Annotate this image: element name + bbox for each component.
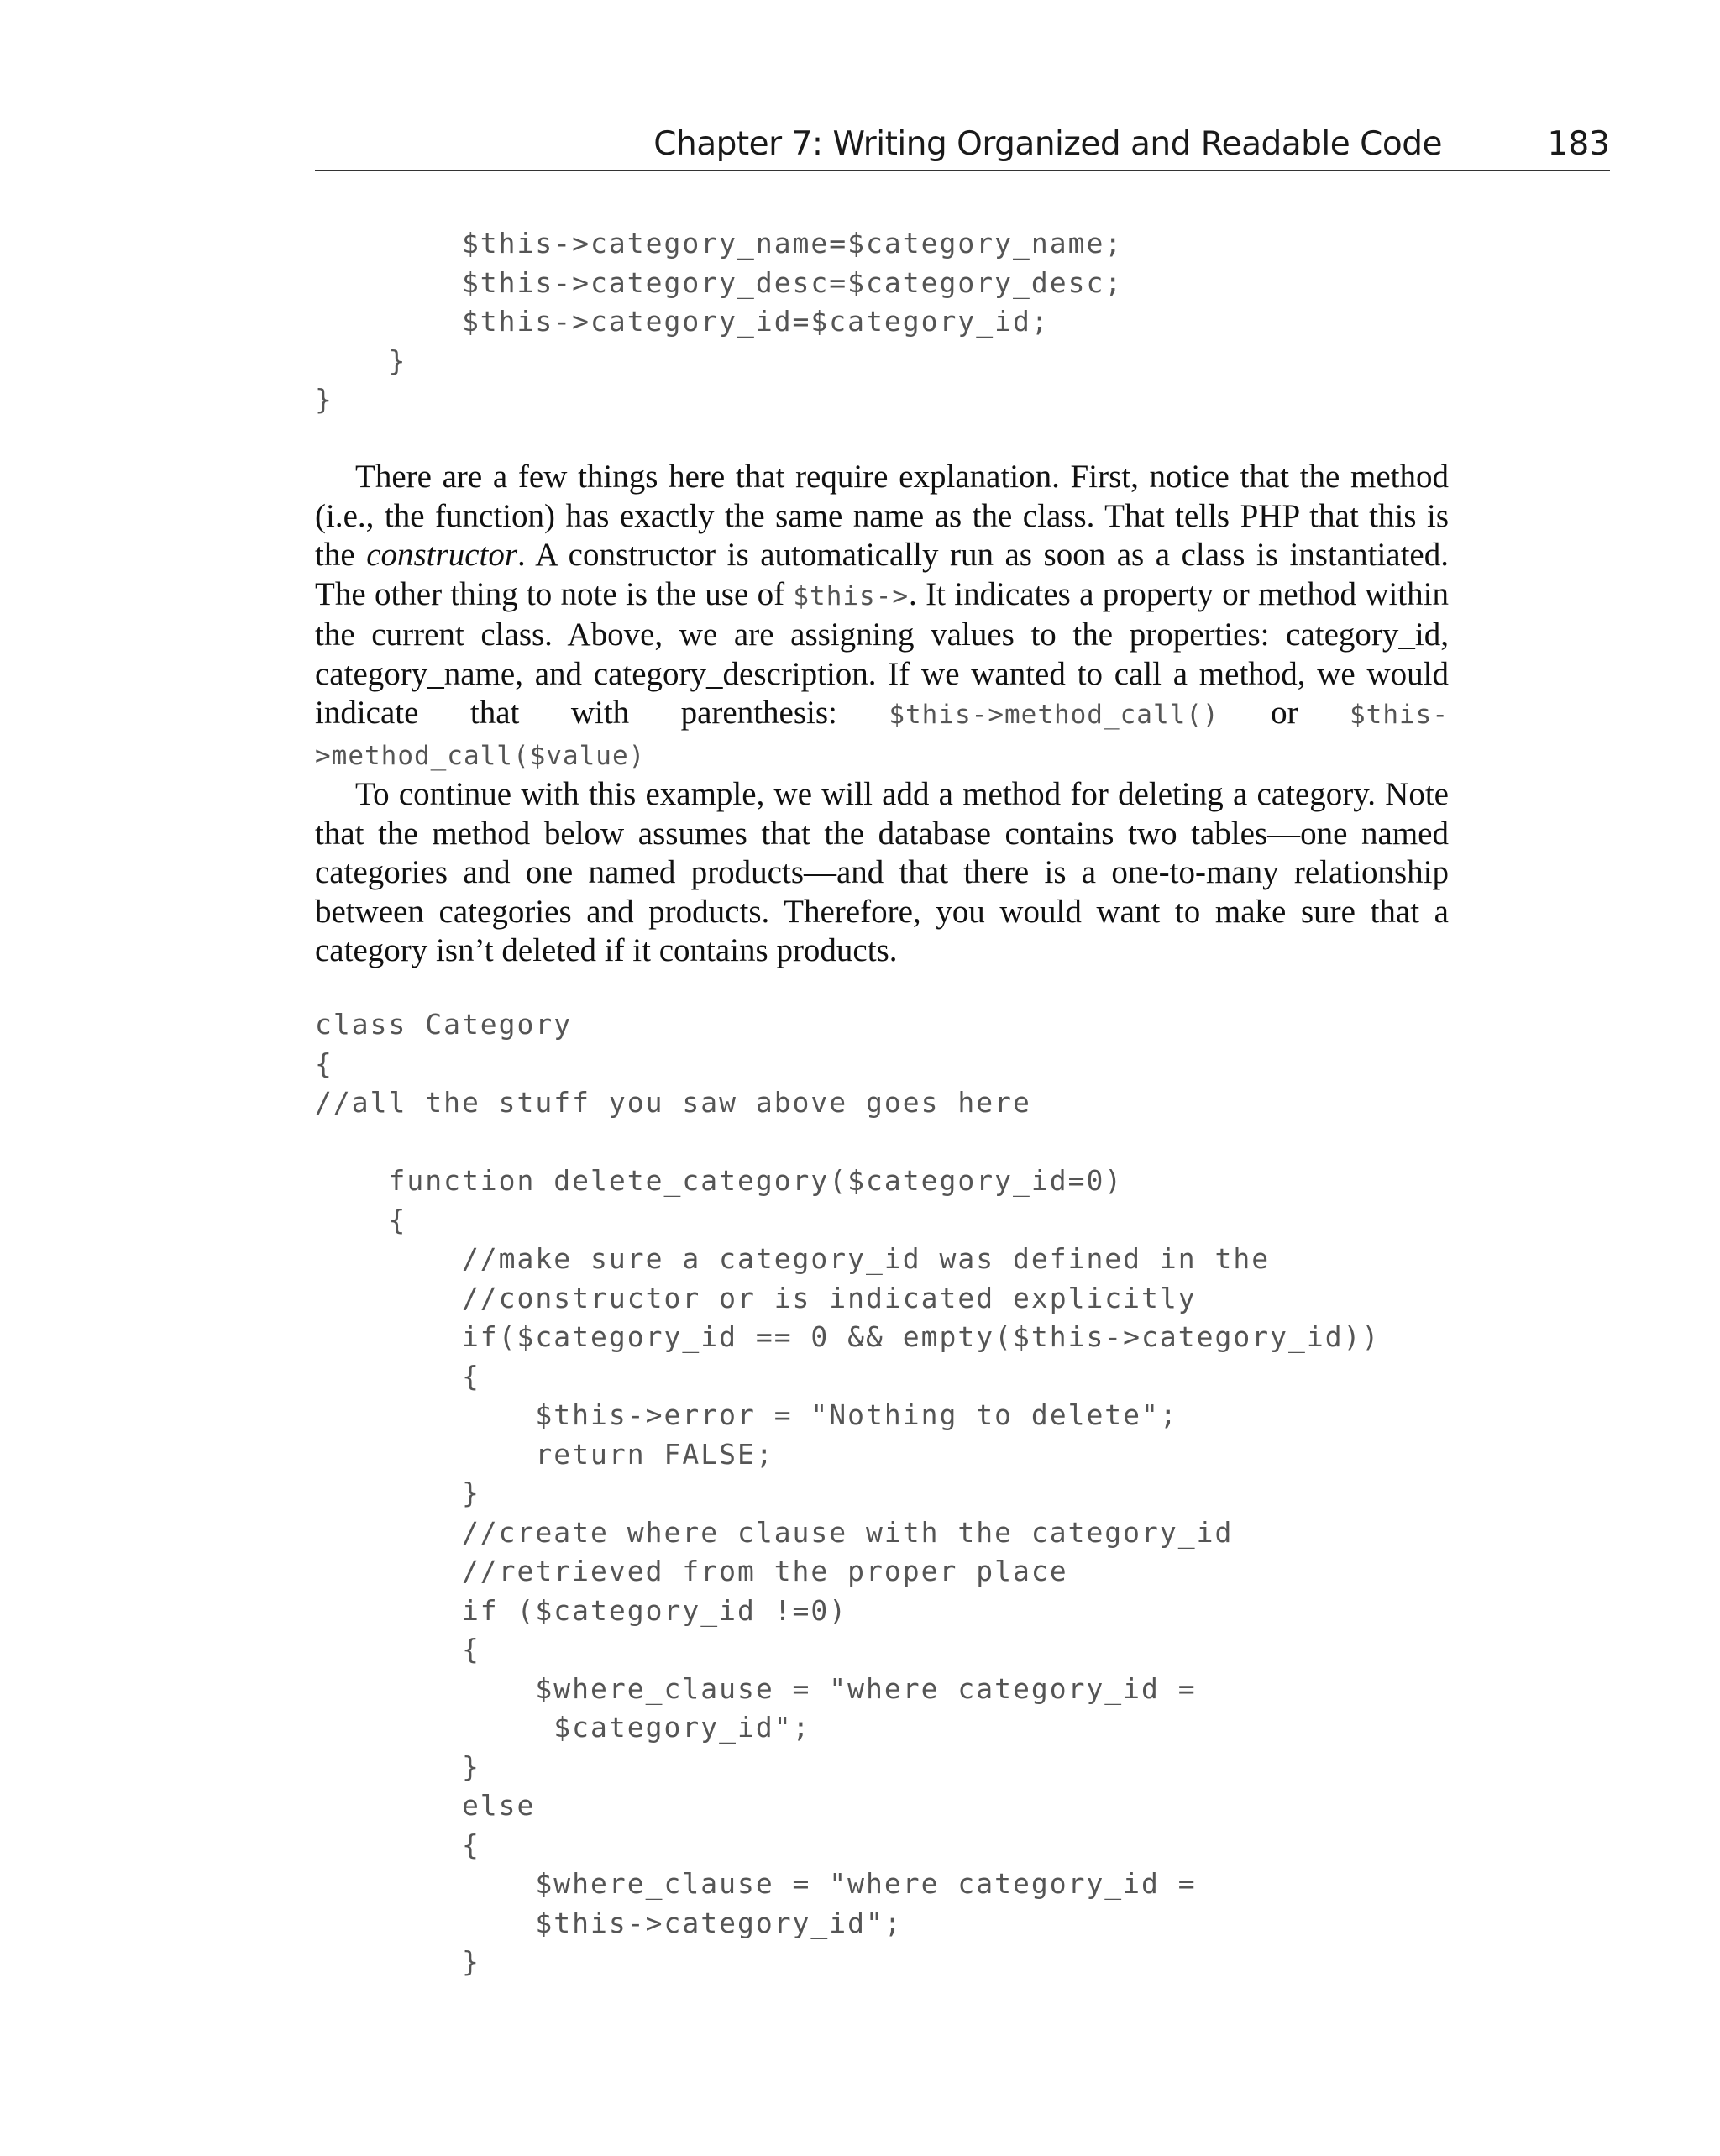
code-line: $this->error = "Nothing to delete"; <box>315 1398 1178 1431</box>
inline-code: $this->method_call($value) <box>315 700 1449 771</box>
code-line: return FALSE; <box>315 1437 774 1471</box>
code-line: //retrieved from the proper place <box>315 1555 1068 1587</box>
code-line: $this->category_desc=$category_desc; <box>315 265 1124 299</box>
code-line: $this->category_name=$category_name; <box>315 227 1124 260</box>
code-line: { <box>315 1828 480 1861</box>
text-run: . A constructor is automatically run as soon as a class is instantiated. The other thing to note is the use of <box>315 537 1449 612</box>
running-header <box>315 116 1610 171</box>
code-block-constructor-end <box>315 224 1123 420</box>
paragraph-delete-method-intro: To continue with this example, we will add a method for deleting a category. Note that the method below assumes that the database contains two tables—one named categories and one named products—and that there is a one-to-many relationship between categories and products. Therefore, you would want to make sure that a category isn’t deleted if it contains products. <box>315 776 1449 968</box>
code-line: } <box>315 1945 480 1978</box>
code-line: } <box>315 1749 480 1783</box>
text-run: . It indicates a property or method within the current class. Above, we are assigning values to the properties: category_id, category_name, and category_description. If we wanted to call a method, we would indicate that with parenthesis: <box>315 575 1449 731</box>
inline-code: $this-> <box>793 580 910 611</box>
code-line: function delete_category($category_id=0) <box>315 1164 1124 1197</box>
code-line: if($category_id == 0 && empty($this->category_id)) <box>315 1320 1381 1353</box>
inline-code: $this->method_call() <box>889 700 1219 730</box>
code-line: //all the stuff you saw above goes here <box>315 1086 1031 1119</box>
body-text <box>315 458 1449 971</box>
code-line: $this->category_id"; <box>315 1906 903 1939</box>
code-line: $where_clause = "where category_id = <box>315 1867 1197 1900</box>
code-line: } <box>315 1477 480 1509</box>
chapter-title: Chapter 7: Writing Organized and Readable Code <box>653 125 1442 163</box>
code-line: else <box>315 1789 536 1822</box>
code-line: $category_id"; <box>315 1711 811 1744</box>
code-block-delete-category <box>315 1005 1380 1982</box>
code-line: $this->category_id=$category_id; <box>315 305 1050 338</box>
code-line: { <box>315 1359 480 1393</box>
text-run: There are a few things here that require explanation. First, notice that the method (i.e., the function) has exactly the same name as the class. That tells PHP that this is the <box>315 459 1449 573</box>
code-line: //constructor or is indicated explicitly <box>315 1281 1197 1314</box>
code-line: { <box>315 1047 333 1080</box>
emphasized-term: constructor <box>366 537 518 573</box>
code-line: //make sure a category_id was defined in the <box>315 1242 1271 1275</box>
text-run: or <box>1219 695 1350 731</box>
code-line <box>315 1123 1380 1162</box>
code-line: class Category <box>315 1008 573 1041</box>
code-line: $where_clause = "where category_id = <box>315 1671 1197 1705</box>
page-number: 183 <box>1547 125 1610 163</box>
code-line: } <box>315 344 407 377</box>
code-line: { <box>315 1203 407 1236</box>
code-line: { <box>315 1633 480 1666</box>
code-line: } <box>315 383 333 416</box>
code-line: if ($category_id !=0) <box>315 1593 848 1627</box>
code-line: //create where clause with the category_id <box>315 1515 1234 1549</box>
paragraph-constructor-explanation <box>315 458 1449 775</box>
